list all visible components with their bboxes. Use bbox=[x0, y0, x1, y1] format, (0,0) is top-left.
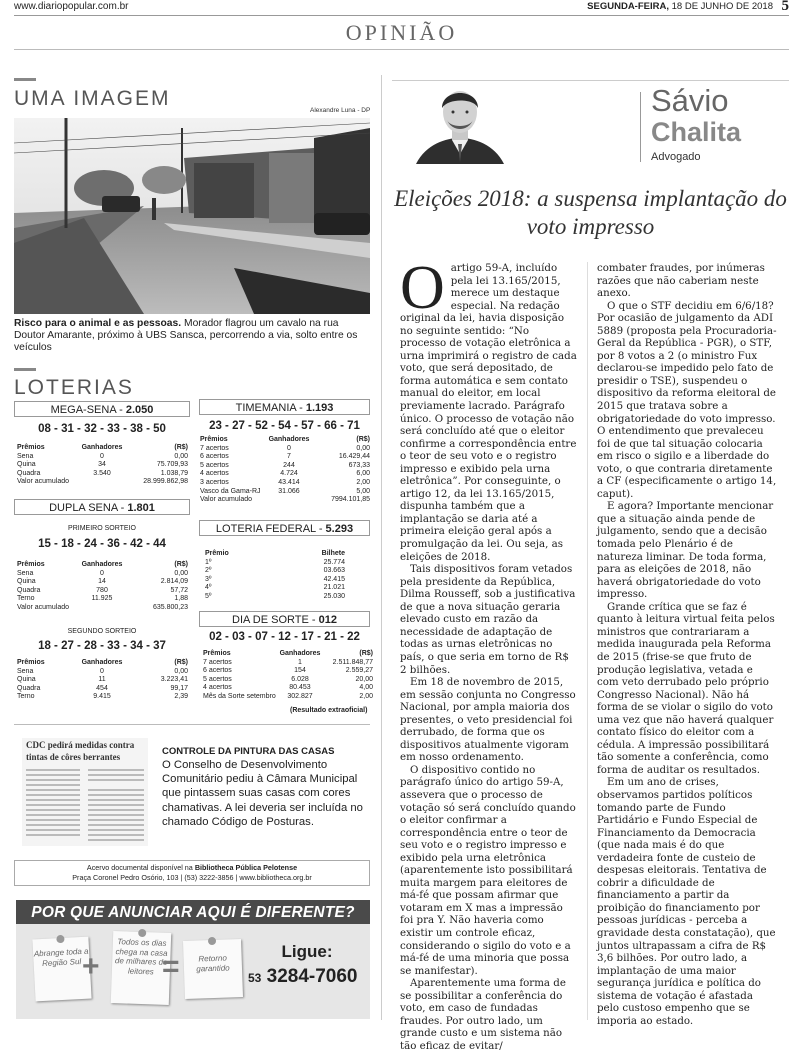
timemania-name: TIMEMANIA - bbox=[235, 402, 306, 414]
table-row: Valor acumulado 7994.101,85 bbox=[200, 496, 370, 504]
table-row: 2º 03.663 bbox=[205, 567, 345, 575]
ad-title: POR QUE ANUNCIAR AQUI É DIFERENTE? bbox=[31, 904, 355, 921]
site-url[interactable]: www.diariopopular.com.br bbox=[14, 1, 129, 12]
table-row: 4 acertos 4.724 6,00 bbox=[200, 470, 370, 478]
duplasena-numbers1: 15 - 18 - 24 - 36 - 42 - 44 bbox=[38, 538, 166, 550]
section-title: OPINIÃO bbox=[345, 20, 458, 45]
archive-title: CONTROLE DA PINTURA DAS CASAS bbox=[162, 746, 335, 757]
loterias-dash bbox=[14, 368, 36, 371]
federal-header bbox=[199, 520, 370, 536]
duplasena-sorteio2: SEGUNDO SORTEIO bbox=[67, 628, 137, 635]
section-rule bbox=[14, 49, 789, 50]
table-row: Sena 0 0,00 bbox=[17, 569, 188, 577]
uma-imagem-kicker: UMA IMAGEM bbox=[14, 87, 171, 110]
table-row: Valor acumulado 635.800,23 bbox=[17, 603, 188, 611]
duplasena-contest: 1.801 bbox=[127, 502, 155, 514]
clipping-image bbox=[22, 738, 148, 846]
table-row: Vasco da Gama-RJ 31.066 5,00 bbox=[200, 487, 370, 495]
pin-icon bbox=[138, 929, 146, 937]
kicker-dash bbox=[14, 78, 36, 81]
article-column-1 bbox=[400, 254, 578, 1052]
table-row: Quina 14 2.814,09 bbox=[17, 578, 188, 586]
loterias-kicker: LOTERIAS bbox=[14, 376, 134, 399]
ad-phone[interactable]: 53 3284-7060 bbox=[248, 966, 358, 987]
pin-icon bbox=[56, 935, 64, 943]
table-row: 5 acertos 6.028 20,00 bbox=[203, 675, 373, 683]
megasena-name: MEGA-SENA - bbox=[50, 404, 126, 416]
table-row: Quadra 780 57,72 bbox=[17, 586, 188, 594]
article-paragraph: Grande crítica que se faz é quanto à leitura virtual feita pelos ministros que contrariaram a medida inaugurada pela Reforma de 2015 (frise-se que fruto de produção legislativa, vetada e com veto derrubado pelo próprio Congresso Nacional). Não há forma de se violar o sigilo do voto uma vez que não haverá qualquer contato físico do eleitor com a cédula. A impressão possibilitará tão somente a conferência, como forma de auditar os resultados. bbox=[597, 600, 775, 776]
date-text: 18 DE JUNHO DE 2018 bbox=[671, 1, 773, 12]
megasena-contest: 2.050 bbox=[125, 404, 154, 416]
article-paragraph: O dispositivo contido no parágrafo único do artigo 59-A, assevera que o processo de votação só será concluído quando o eleitor confirmar a correspondência entre o teor de seu voto e o registro impresso e exibido pela urna eletrônica (aparentemente isto possibilitará muita margem para eleitores de má-fé que possam afirmar que votaram em X mas a impressão foi pra Y. Não haveria como existir um controle eficaz, considerando o sigilo do voto e a má-fé de uma minoria que possa se manifestar). bbox=[400, 763, 576, 977]
article-paragraph: Aparentemente uma forma de se possibilitar a conferência do voto, em caso de fundadas fraudes. Por outro lado, um grande custo e um sistema não tão eficaz de evitar/ bbox=[400, 977, 566, 1052]
table-row: Terno 11.925 1,88 bbox=[17, 595, 188, 603]
table-row: 7 acertos 1 2.511.848,77 bbox=[203, 658, 373, 666]
article-column-2 bbox=[597, 262, 777, 1027]
table-row: 4º 21.021 bbox=[205, 584, 345, 592]
table-row: 3º 42.415 bbox=[205, 575, 345, 583]
duplasena-table-2: Prêmios Ganhadores (R$) Sena 0 0,00 Quina 11 3.223,41 Quadra 454 99,17 Terno 9.415 2,39 bbox=[17, 659, 188, 701]
duplasena-header bbox=[14, 499, 190, 515]
ad-call-label: Ligue: bbox=[281, 942, 333, 961]
diadesorte-header bbox=[199, 611, 370, 627]
article-headline: Eleições 2018: a suspensa implantação do voto impresso bbox=[394, 186, 787, 239]
megasena-table: Prêmios Ganhadores (R$) Sena 0 0,00 Quina 34 75.709,93 Quadra 3.540 1.038,79 Valor acumulado 28.999.862,98 bbox=[17, 444, 188, 486]
author-portrait bbox=[396, 82, 524, 164]
page-header bbox=[14, 0, 789, 14]
table-row: Quadra 3.540 1.038,79 bbox=[17, 469, 188, 477]
ad-note-return: Retorno garantido bbox=[183, 939, 243, 999]
author-separator bbox=[640, 92, 641, 162]
megasena-header bbox=[14, 401, 190, 417]
divider bbox=[14, 724, 370, 725]
author-photo bbox=[396, 82, 524, 164]
clip-headline-1: CDC pedirá medidas contra bbox=[26, 740, 135, 750]
table-row: 1º 25.774 bbox=[205, 558, 345, 566]
table-row: 5º 25.030 bbox=[205, 592, 345, 600]
article-paragraph: Tais dispositivos foram vetados pela presidente da República, Dilma Rousseff, sob a justificativa de que a nova situação geraria elevado custo em razão da necessidade de adaptação de todas as urnas eletrônicas no país, o que seria em torno de R$ 2 bilhões. bbox=[400, 563, 576, 676]
duplasena-table-1: Prêmios Ganhadores (R$) Sena 0 0,00 Quina 14 2.814,09 Quadra 780 57,72 Terno 11.925 1,88 Valor acumulado 635.800,23 bbox=[17, 561, 188, 611]
archive-text: O Conselho de Desenvolvimento Comunitário pediu à Câmara Municipal que pintassem suas casas com cores chamativas. A lei deveria ser incluída no chamado Código de Posturas. bbox=[162, 759, 363, 828]
diadesorte-numbers: 02 - 03 - 07 - 12 - 17 - 21 - 22 bbox=[209, 631, 360, 643]
federal-contest: 5.293 bbox=[325, 523, 354, 535]
timemania-numbers: 23 - 27 - 52 - 54 - 57 - 66 - 71 bbox=[209, 420, 360, 432]
photo-caption bbox=[14, 318, 372, 354]
federal-name: LOTERIA FEDERAL - bbox=[215, 523, 326, 535]
article-paragraph: Oartigo 59-A, incluído pela lei 13.165/2015, merece um destaque especial. Na redação original da lei, havia disposição no seguinte sentido: “No processo de votação eletrônica a urna imprimirá o registro de cada voto, que será depositado, de forma automática e sem contato manual do eleitor, em local previamente lacrado. Parágrafo único. O processo de votação não será concluído até que o eleitor confirme a correspondência entre o teor de seu voto e o registro impresso e exibido pela urna eletrônica”. Por conseguinte, o artigo 12, da lei 13.165/2015, dispunha também que a implantação se daria até a primeira eleição geral após a promulgação da lei. Ou seja, as eleições de 2018. bbox=[400, 254, 577, 563]
table-row: Sena 0 0,00 bbox=[17, 452, 188, 460]
timemania-contest: 1.193 bbox=[305, 402, 334, 414]
caption-text: Morador flagrou um cavalo na rua Doutor Amarante, próximo à UBS Sansca, percorrendo a via, solto entre os veículos bbox=[14, 318, 358, 353]
table-row: Sena 0 0,00 bbox=[17, 667, 188, 675]
timemania-header bbox=[199, 399, 370, 415]
megasena-numbers: 08 - 31 - 32 - 33 - 38 - 50 bbox=[38, 423, 166, 435]
photo-credit: Alexandre Luna - DP bbox=[310, 107, 371, 114]
extraofficial-note: (Resultado extraoficial) bbox=[290, 707, 368, 714]
author-first-name: Sávio bbox=[651, 83, 729, 118]
diadesorte-contest: 012 bbox=[318, 614, 337, 626]
table-row: 6 acertos 154 2.559,27 bbox=[203, 667, 373, 675]
duplasena-sorteio1: PRIMEIRO SORTEIO bbox=[68, 525, 136, 532]
page-number: 5 bbox=[781, 0, 789, 14]
table-row: 6 acertos 7 16.429,44 bbox=[200, 453, 370, 461]
weekday: SEGUNDA-FEIRA, bbox=[587, 1, 669, 12]
table-row: 4 acertos 80.453 4,00 bbox=[203, 684, 373, 692]
article-column-divider bbox=[587, 262, 588, 1020]
table-row: 7 acertos 0 0,00 bbox=[200, 444, 370, 452]
header-rule bbox=[14, 15, 789, 16]
table-row: Quina 34 75.709,93 bbox=[17, 461, 188, 469]
author-role: Advogado bbox=[651, 151, 701, 163]
ad-note-region: Abrange toda a Região Sul bbox=[32, 937, 91, 1002]
table-row: Quadra 454 99,17 bbox=[17, 684, 188, 692]
street-photo-image bbox=[14, 118, 370, 314]
table-row: 5 acertos 244 673,33 bbox=[200, 461, 370, 469]
duplasena-name: DUPLA SENA - bbox=[49, 502, 128, 514]
table-row: Quina 11 3.223,41 bbox=[17, 676, 188, 684]
column-divider bbox=[381, 75, 382, 1020]
federal-table: Prêmio Bilhete 1º 25.774 2º 03.663 3º 42.415 4º 21.021 5º 25.030 bbox=[205, 550, 345, 600]
table-row: Terno 9.415 2,39 bbox=[17, 693, 188, 701]
article-paragraph: E agora? Importante mencionar que a situação ainda pende de julgamento, sendo que a decisão tomada pelo Plenário é de natureza liminar. De toda forma, para as eleições de 2018, não haverá obrigatoriedade do voto impresso. bbox=[597, 500, 774, 601]
equals-sign: = bbox=[162, 950, 180, 983]
timemania-table: Prêmios Ganhadores (R$) 7 acertos 0 0,00 6 acertos 7 16.429,44 5 acertos 244 673,33 4 acertos 4.724 6,00 3 acertos 43.414 2,00 Vasco da Gama-RJ 31.066 5,00 Valor acumulado 7994.101,85 bbox=[200, 436, 370, 504]
drop-cap: O bbox=[400, 254, 445, 322]
plus-sign: + bbox=[82, 950, 100, 983]
caption-lead: Risco para o animal e as pessoas. bbox=[14, 318, 182, 329]
table-row: Valor acumulado 28.999.862,98 bbox=[17, 478, 188, 486]
author-last-name: Chalita bbox=[651, 117, 742, 147]
edition-date bbox=[587, 1, 773, 12]
pin-icon bbox=[208, 937, 216, 945]
article-paragraph: Em um ano de crises, observamos partidos políticos tomando parte de Fundo Partidário e Fundo Especial de Financiamento da Democracia (que nada mais é do que verdadeira fonte de custeio de despesas eleitorais. Tentativa de cobrir a dificuldade de financiamento a partir da proibição do financiamento por pessoas jurídicas - perceba a gravidade desta constatação), que juntos ultrapassam a cifra de R$ 3,6 bilhões. Por outro lado, a implantação de uma maior segurança jurídica e política do sistema de votação é afastada pelo custoso empenho que se imporia ao estado. bbox=[597, 776, 776, 1027]
ad-note-readers: Todos os dias chega na casa de milhares de leitores bbox=[111, 931, 171, 1005]
diadesorte-table: Prêmios Ganhadores (R$) 7 acertos 1 2.511.848,77 6 acertos 154 2.559,27 5 acertos 6.028 20,00 4 acertos 80.453 4,00 Mês da Sorte setembro 302.827 2,00 bbox=[203, 650, 373, 700]
article-paragraph: O que o STF decidiu em 6/6/18? Por ocasião de julgamento da ADI 5889 (proposta pela Procuradoria-Geral da República - PGR), o STF, por 8 votos a 2 (o ministro Fux declarou-se impedido pelo fato de presidir o TSE), suspendeu o dispositivo da reforma eleitoral de 2015 que tratava sobre a obrigatoriedade do voto impresso. O entendimento que prevaleceu foi de que tal situação colocaria em risco o sigilo e a liberdade do voto, o que contraria diretamente a CF (especificamente o artigo 14, caput). bbox=[597, 299, 777, 500]
table-row: Mês da Sorte setembro 302.827 2,00 bbox=[203, 692, 373, 700]
article-paragraph: Em 18 de novembro de 2015, em sessão conjunta no Congresso Nacional, por ampla maioria dos presentes, o veto presidencial foi derrubado, de forma que os dispositivos atualmente vigoram em nosso ordenamento. bbox=[400, 676, 576, 764]
table-row: 3 acertos 43.414 2,00 bbox=[200, 478, 370, 486]
article-paragraph: combater fraudes, por inúmeras razões que não caberiam neste anexo. bbox=[597, 262, 765, 300]
archive-source-line2: Praça Coronel Pedro Osório, 103 | (53) 3222-3856 | www.bibliotheca.org.br bbox=[72, 873, 312, 882]
archive-clipping bbox=[22, 738, 148, 846]
archive-source-line1: Acervo documental disponível na Bibliotheca Pública Pelotense bbox=[86, 863, 298, 872]
duplasena-numbers2: 18 - 27 - 28 - 33 - 34 - 37 bbox=[38, 640, 166, 652]
clip-headline-2: tintas de côres berrantes bbox=[26, 752, 121, 762]
archive-source bbox=[14, 860, 370, 886]
diadesorte-name: DIA DE SORTE - bbox=[232, 614, 319, 626]
street-photo bbox=[14, 118, 370, 314]
